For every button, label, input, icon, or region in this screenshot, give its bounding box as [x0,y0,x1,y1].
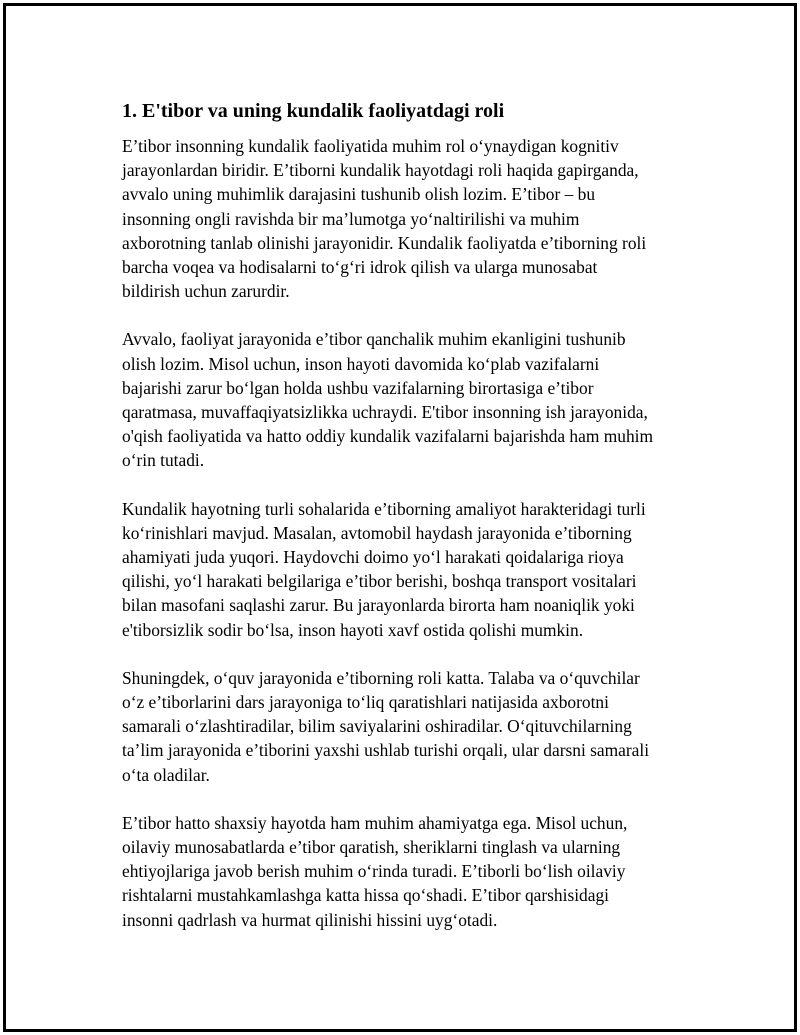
text-line: e'tiborsizlik sodir bo‘lsa, inson hayoti xavf ostida qolishi mumkin. [122,619,584,640]
text-line: o'qish faoliyatida va hatto oddiy kundalik vazifalarni bajarishda ham muhim [122,426,653,447]
text-line: ta’lim jarayonida e’tiborini yaxshi ushlab turishi orqali, ular darsni samarali [122,740,650,761]
text-line: o‘z e’tiborlarini dars jarayoniga to‘liq qaratishlari natijasida axborotni [122,692,609,713]
text-line: Kundalik hayotning turli sohalarida e’tiborning amaliyot harakteridagi turli [122,498,646,519]
text-line: avvalo uning muhimlik darajasini tushunib olish lozim. E’tibor – bu [122,184,596,205]
paragraph-2 [122,327,702,472]
text-line: E’tibor hatto shaxsiy hayotda ham muhim ahamiyatga ega. Misol uchun, [122,812,628,833]
text-line: jarayonlardan biridir. E’tiborni kundalik hayotdagi roli haqida gapirganda, [122,160,639,181]
text-line: samarali o‘zlashtiradilar, bilim saviyalarini oshiradilar. O‘qituvchilarning [122,716,632,737]
text-line: Avvalo, faoliyat jarayonida e’tibor qanchalik muhim ekanligini tushunib [122,329,626,350]
paragraph-3 [122,497,702,642]
text-line: ahamiyati juda yuqori. Haydovchi doimo yo‘l harakati qoidalariga rioya [122,547,624,568]
text-line: oilaviy munosabatlarda e’tibor qaratish, sheriklarni tinglash va ularning [122,837,621,858]
text-line: E’tibor insonning kundalik faoliyatida muhim rol o‘ynaydigan kognitiv [122,136,619,156]
text-line: bajarishi zarur bo‘lgan holda ushbu vazifalarning birortasiga e’tibor [122,377,594,398]
text-line: qaratmasa, muvaffaqiyatsizlikka uchraydi. E'tibor insonning ish jarayonida, [122,402,648,423]
text-line: o‘ta oladilar. [122,764,210,785]
text-line: barcha voqea va hodisalarni to‘g‘ri idrok qilish va ularga munosabat [122,257,598,278]
text-line: bildirish uchun zarurdir. [122,281,290,302]
text-line: qilishi, yo‘l harakati belgilariga e’tibor berishi, boshqa transport vositalari [122,571,637,592]
text-line: olish lozim. Misol uchun, inson hayoti davomida ko‘plab vazifalarni [122,353,600,374]
text-line: Shuningdek, o‘quv jarayonida e’tiborning roli katta. Talaba va o‘quvchilar [122,667,640,688]
text-line: axborotning tanlab olinishi jarayonidir. Kundalik faoliyatda e’tiborning roli [122,232,647,253]
text-line: insonning ongli ravishda bir ma’lumotga yo‘naltirilishi va muhim [122,208,580,229]
paragraph-5 [122,811,702,932]
text-line: insonni qadrlash va hurmat qilinishi hissini uyg‘otadi. [122,909,498,930]
section-heading: 1. E'tibor va uning kundalik faoliyatdagi roli [122,100,505,122]
paragraph-4 [122,666,702,787]
text-line: rishtalarni mustahkamlashga katta hissa qo‘shadi. E’tibor qarshisidagi [122,885,609,906]
document-page [3,3,797,1032]
document-body [122,98,702,956]
text-line: bilan masofani saqlashi zarur. Bu jarayonlarda birorta ham noaniqlik yoki [122,595,635,616]
text-line: ko‘rinishlari mavjud. Masalan, avtomobil haydash jarayonida e’tiborning [122,522,632,543]
paragraph-1 [122,134,702,303]
text-line: o‘rin tutadi. [122,450,205,471]
text-line: ehtiyojlariga javob berish muhim o‘rinda turadi. E’tiborli bo‘lish oilaviy [122,861,626,882]
